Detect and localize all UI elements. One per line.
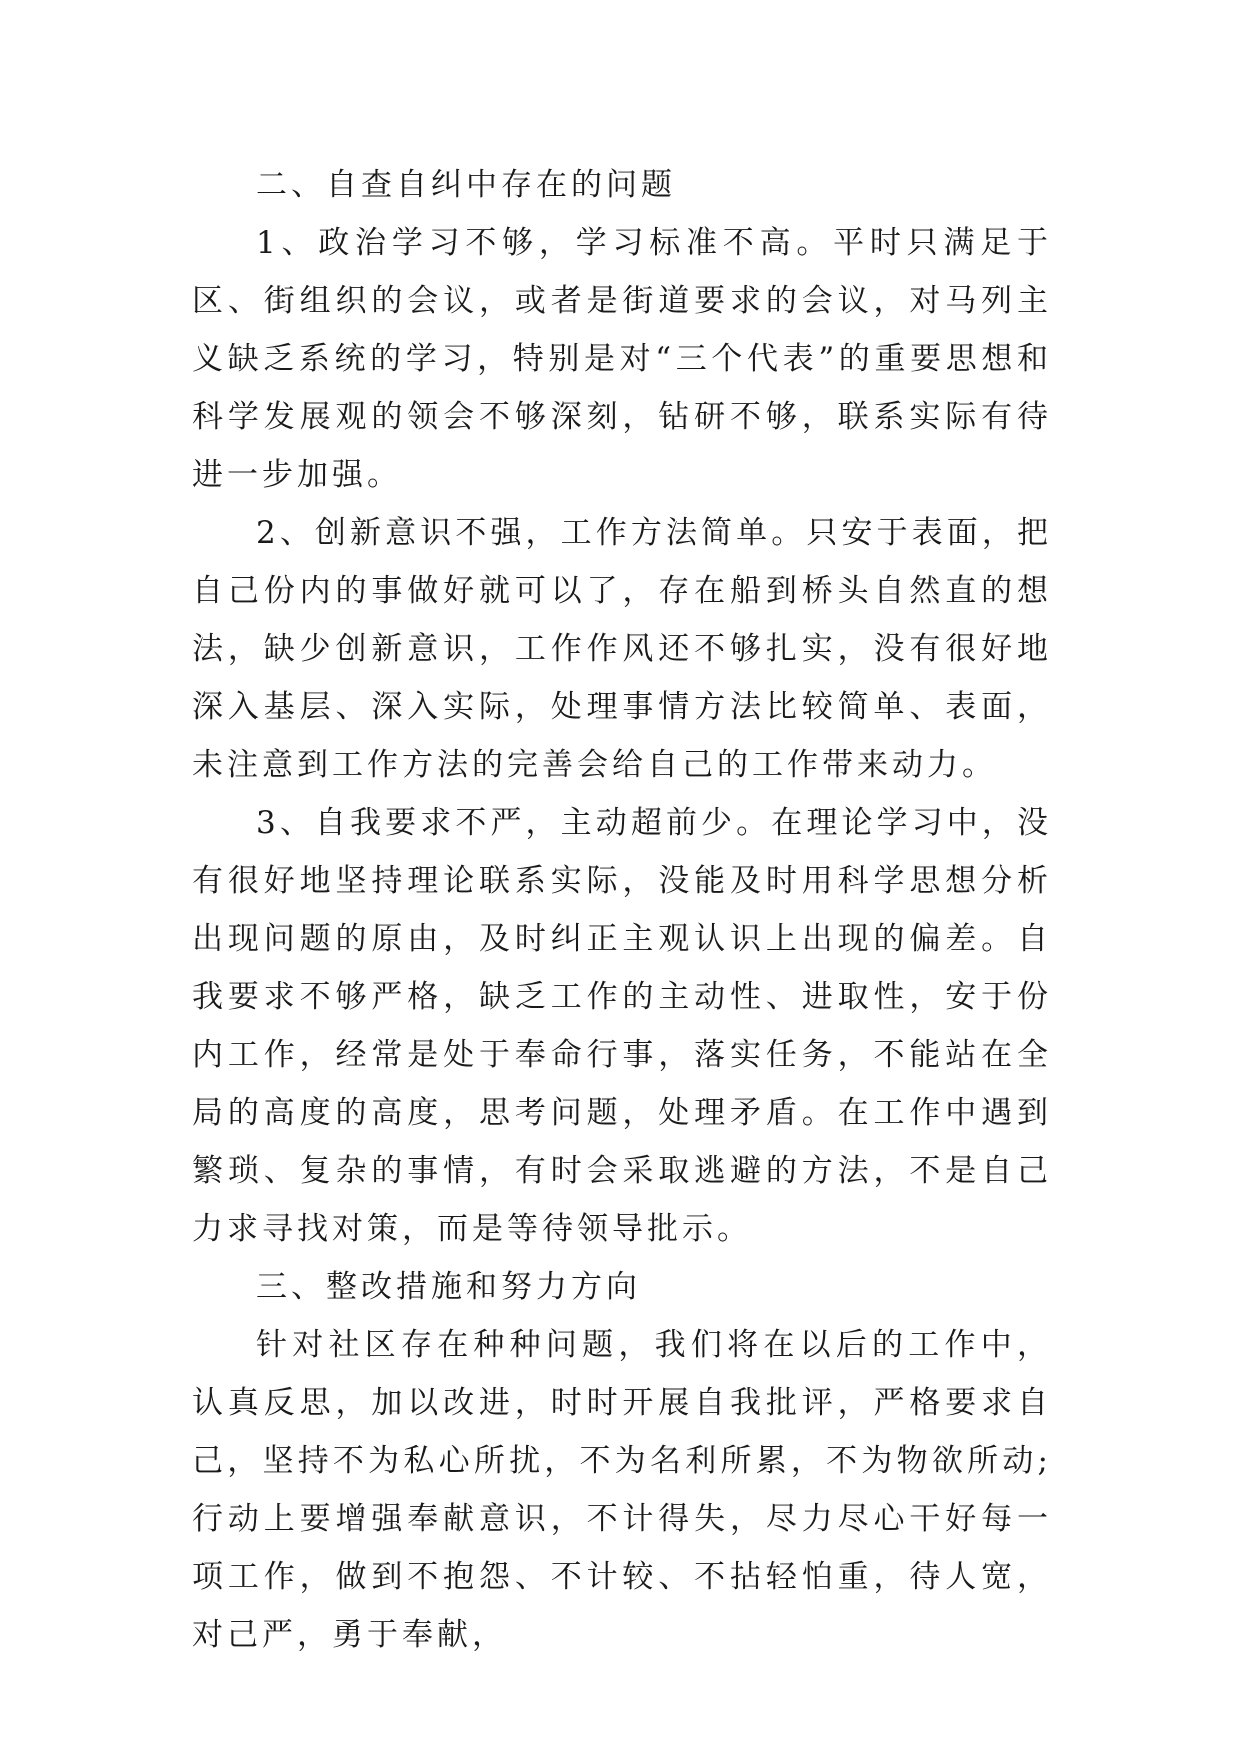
section-heading-problems: 二、自查自纠中存在的问题 — [256, 167, 676, 203]
document-body — [192, 156, 1052, 1664]
paragraph-self-requirement: 3、自我要求不严，主动超前少。在理论学习中，没有很好地坚持理论联系实际，没能及时用科学思想分析出现问题的原由，及时纠正主观认识上出现的偏差。自我要求不够严格，缺乏工作的主动性、进取性，安于份内工作，经常是处于奉命行事，落实任务，不能站在全局的高度的高度，思考问题，处理矛盾。在工作中遇到繁琐、复杂的事情，有时会采取逃避的方法，不是自己力求寻找对策，而是等待领导批示。 — [192, 805, 1052, 1247]
paragraph-rectification-measures: 针对社区存在种种问题，我们将在以后的工作中，认真反思，加以改进，时时开展自我批评，严格要求自己，坚持不为私心所扰，不为名利所累，不为物欲所动;行动上要增强奉献意识，不计得失，尽力尽心干好每一项工作，做到不抱怨、不计较、不拈轻怕重，待人宽，对己严，勇于奉献， — [192, 1327, 1052, 1653]
section-heading-rectification: 三、整改措施和努力方向 — [256, 1269, 641, 1305]
paragraph-political-study: 1、政治学习不够，学习标准不高。平时只满足于区、街组织的会议，或者是街道要求的会议，对马列主义缺乏系统的学习，特别是对“三个代表”的重要思想和科学发展观的领会不够深刻，钻研不够，联系实际有待进一步加强。 — [192, 225, 1052, 493]
paragraph-innovation: 2、创新意识不强，工作方法简单。只安于表面，把自己份内的事做好就可以了，存在船到桥头自然直的想法，缺少创新意识，工作作风还不够扎实，没有很好地深入基层、深入实际，处理事情方法比较简单、表面，未注意到工作方法的完善会给自己的工作带来动力。 — [192, 515, 1052, 783]
